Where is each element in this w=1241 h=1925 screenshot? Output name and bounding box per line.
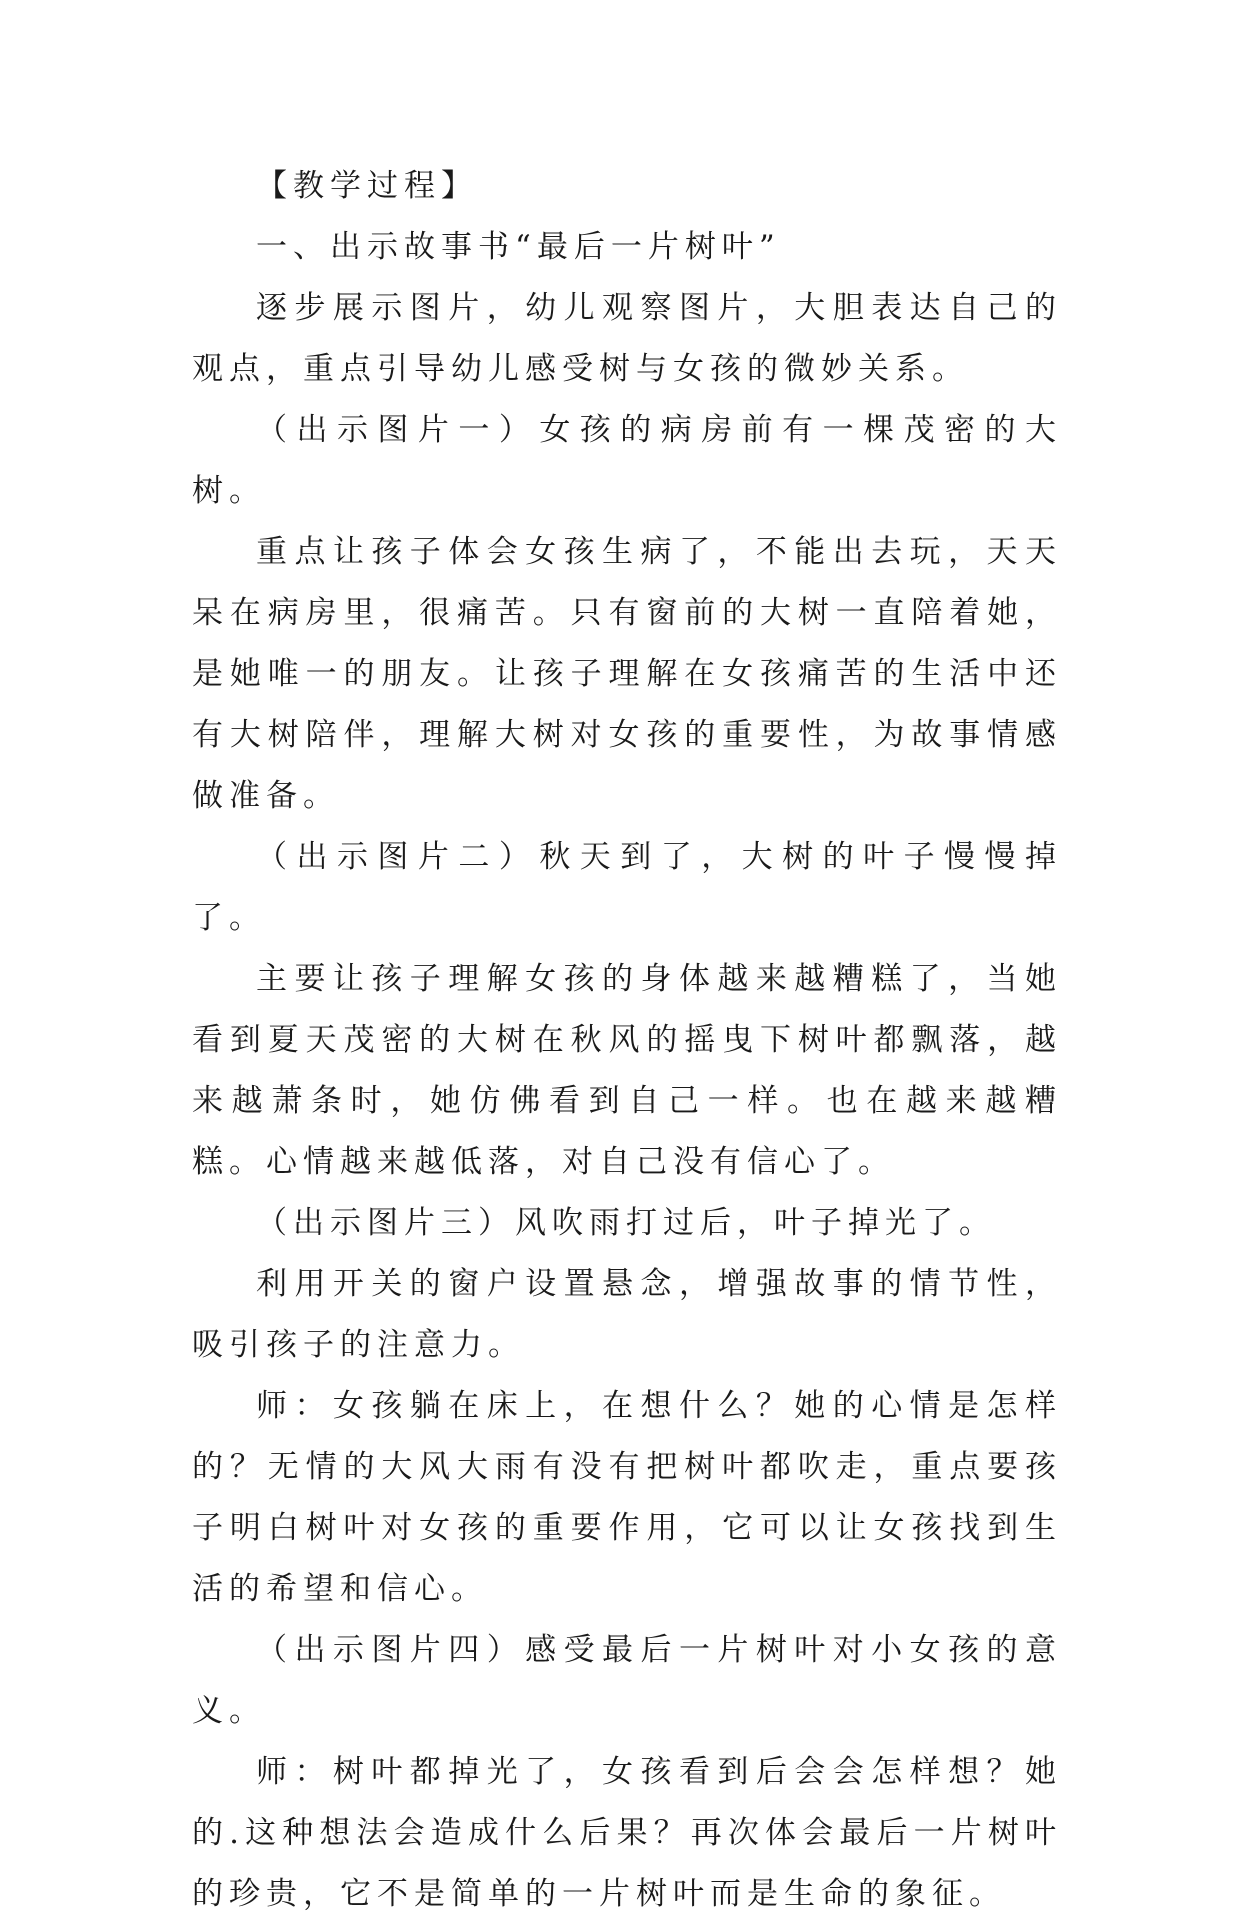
picture-caption: （出示图片二）秋天到了，大树的叶子慢慢掉了。 (192, 839, 1062, 936)
paragraph: 重点让孩子体会女孩生病了，不能出去玩，天天呆在病房里，很痛苦。只有窗前的大树一直陪着她，是她唯一的朋友。让孩子理解在女孩痛苦的生活中还有大树陪伴，理解大树对女孩的重要性，为故事情感做准备。 (192, 534, 1062, 814)
section-heading: 【教学过程】 (256, 168, 478, 204)
picture-caption: （出示图片四）感受最后一片树叶对小女孩的意义。 (192, 1632, 1062, 1729)
paragraph: 利用开关的窗户设置悬念，增强故事的情节性，吸引孩子的注意力。 (192, 1266, 1062, 1363)
document-page (192, 156, 1062, 1925)
paragraph: 师：女孩躺在床上，在想什么？她的心情是怎样的？无情的大风大雨有没有把树叶都吹走，重点要孩子明白树叶对女孩的重要作用，它可以让女孩找到生活的希望和信心。 (192, 1388, 1062, 1607)
paragraph: 主要让孩子理解女孩的身体越来越糟糕了，当她看到夏天茂密的大树在秋风的摇曳下树叶都飘落，越来越萧条时，她仿佛看到自己一样。也在越来越糟糕。心情越来越低落，对自己没有信心了。 (192, 961, 1062, 1180)
paragraph: 逐步展示图片，幼儿观察图片，大胆表达自己的观点，重点引导幼儿感受树与女孩的微妙关系。 (192, 290, 1062, 387)
picture-caption: （出示图片三）风吹雨打过后，叶子掉光了。 (256, 1205, 996, 1241)
picture-caption: （出示图片一）女孩的病房前有一棵茂密的大树。 (192, 412, 1062, 509)
subsection-heading: 一、出示故事书“最后一片树叶” (256, 229, 781, 265)
paragraph: 师：树叶都掉光了，女孩看到后会会怎样想？她的.这种想法会造成什么后果？再次体会最后一片树叶的珍贵，它不是简单的一片树叶而是生命的象征。 (192, 1754, 1062, 1912)
